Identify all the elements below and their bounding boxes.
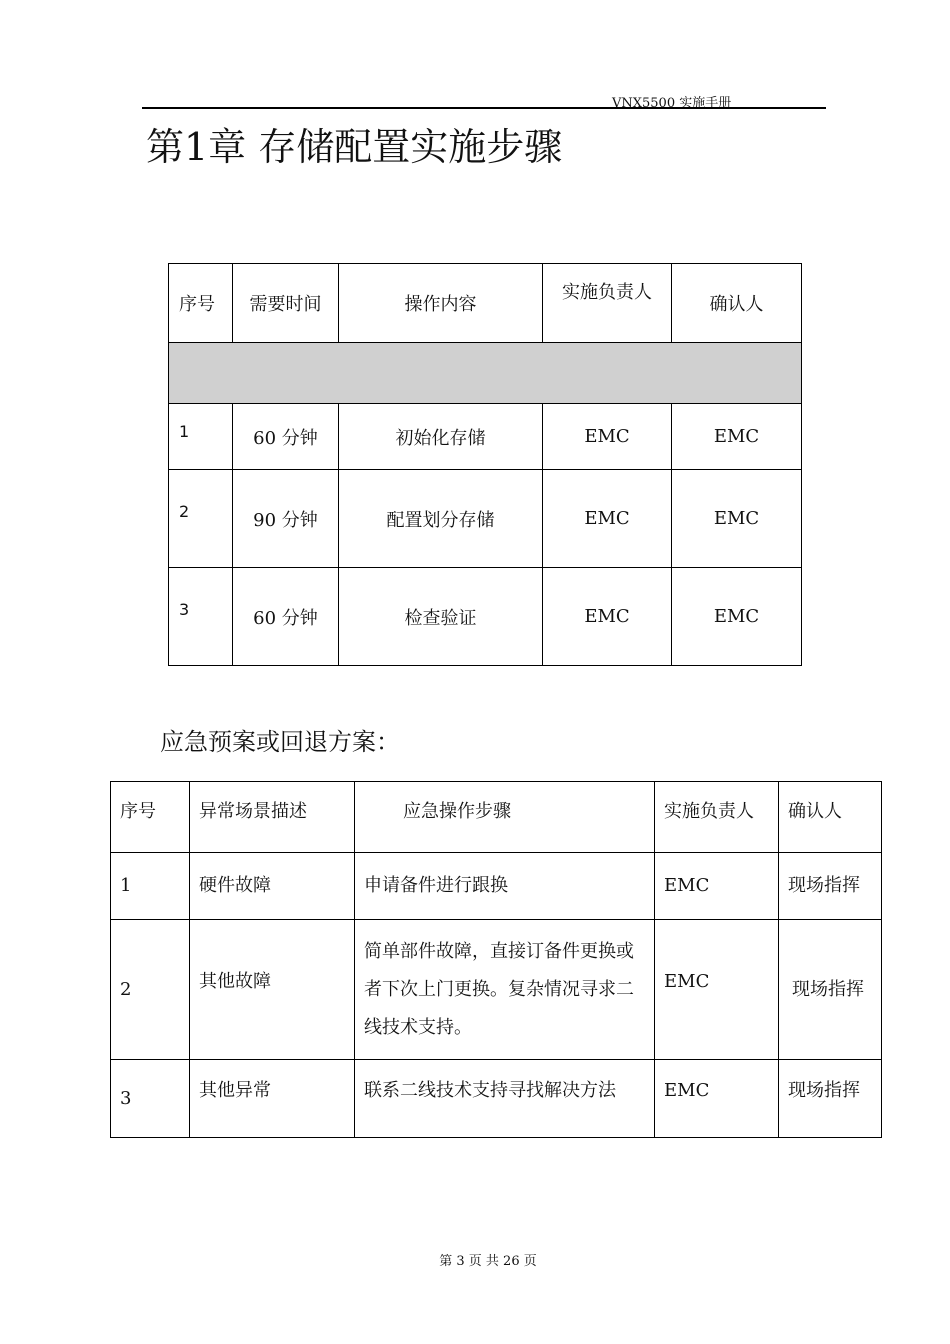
steps-table [168, 263, 802, 666]
cell-seq: 2 [111, 920, 190, 1060]
cell-seq: 1 [169, 404, 233, 470]
cell-operation: 检查验证 [339, 568, 543, 666]
cell-owner: EMC [543, 470, 672, 568]
cell-scenario: 硬件故障 [190, 853, 355, 920]
header-rule [142, 107, 826, 109]
cell-owner: EMC [543, 404, 672, 470]
cell-confirmer: EMC [672, 568, 802, 666]
header-cell: 操作内容 [339, 264, 543, 343]
cell-action: 联系二线技术支持寻找解决方法 [355, 1060, 655, 1138]
cell-confirmer: 现场指挥 [779, 853, 882, 920]
cell-scenario: 其他故障 [190, 920, 355, 1060]
cell-owner: EMC [655, 920, 779, 1060]
steps-header-row [169, 264, 802, 343]
cell-confirmer: EMC [672, 404, 802, 470]
gray-band-row [169, 343, 802, 404]
header-cell: 异常场景描述 [190, 782, 355, 853]
running-header: VNX5500 实施手册 [612, 96, 732, 111]
page-footer: 第 3 页 共 26 页 [439, 1254, 537, 1269]
gray-band [169, 343, 802, 404]
header-cell: 应急操作步骤 [355, 782, 655, 853]
header-cell: 需要时间 [233, 264, 339, 343]
cell-owner: EMC [655, 1060, 779, 1138]
cell-operation: 配置划分存储 [339, 470, 543, 568]
cell-confirmer: 现场指挥 [779, 1060, 882, 1138]
cell-action: 申请备件进行跟换 [355, 853, 655, 920]
contingency-header-row [111, 782, 882, 853]
cell-owner: EMC [543, 568, 672, 666]
cell-time: 60 分钟 [233, 404, 339, 470]
table-row [111, 920, 882, 1060]
cell-seq: 2 [169, 470, 233, 568]
cell-time: 90 分钟 [233, 470, 339, 568]
contingency-title: 应急预案或回退方案： [160, 728, 400, 756]
table-row [169, 470, 802, 568]
header-cell: 实施负责人 [543, 264, 672, 343]
table-row [111, 853, 882, 920]
header-cell: 确认人 [779, 782, 882, 853]
header-cell: 确认人 [672, 264, 802, 343]
table-row [169, 404, 802, 470]
contingency-table [110, 781, 882, 1138]
cell-confirmer: EMC [672, 470, 802, 568]
cell-confirmer: 现场指挥 [779, 920, 882, 1060]
cell-action: 简单部件故障，直接订备件更换或者下次上门更换。复杂情况寻求二线技术支持。 [355, 920, 655, 1060]
cell-owner: EMC [655, 853, 779, 920]
cell-scenario: 其他异常 [190, 1060, 355, 1138]
cell-seq: 3 [111, 1060, 190, 1138]
header-cell: 实施负责人 [655, 782, 779, 853]
cell-seq: 1 [111, 853, 190, 920]
table-row [111, 1060, 882, 1138]
chapter-title: 第1章 存储配置实施步骤 [146, 125, 563, 169]
header-cell: 序号 [111, 782, 190, 853]
header-cell: 序号 [169, 264, 233, 343]
cell-operation: 初始化存储 [339, 404, 543, 470]
cell-seq: 3 [169, 568, 233, 666]
cell-time: 60 分钟 [233, 568, 339, 666]
table-row [169, 568, 802, 666]
